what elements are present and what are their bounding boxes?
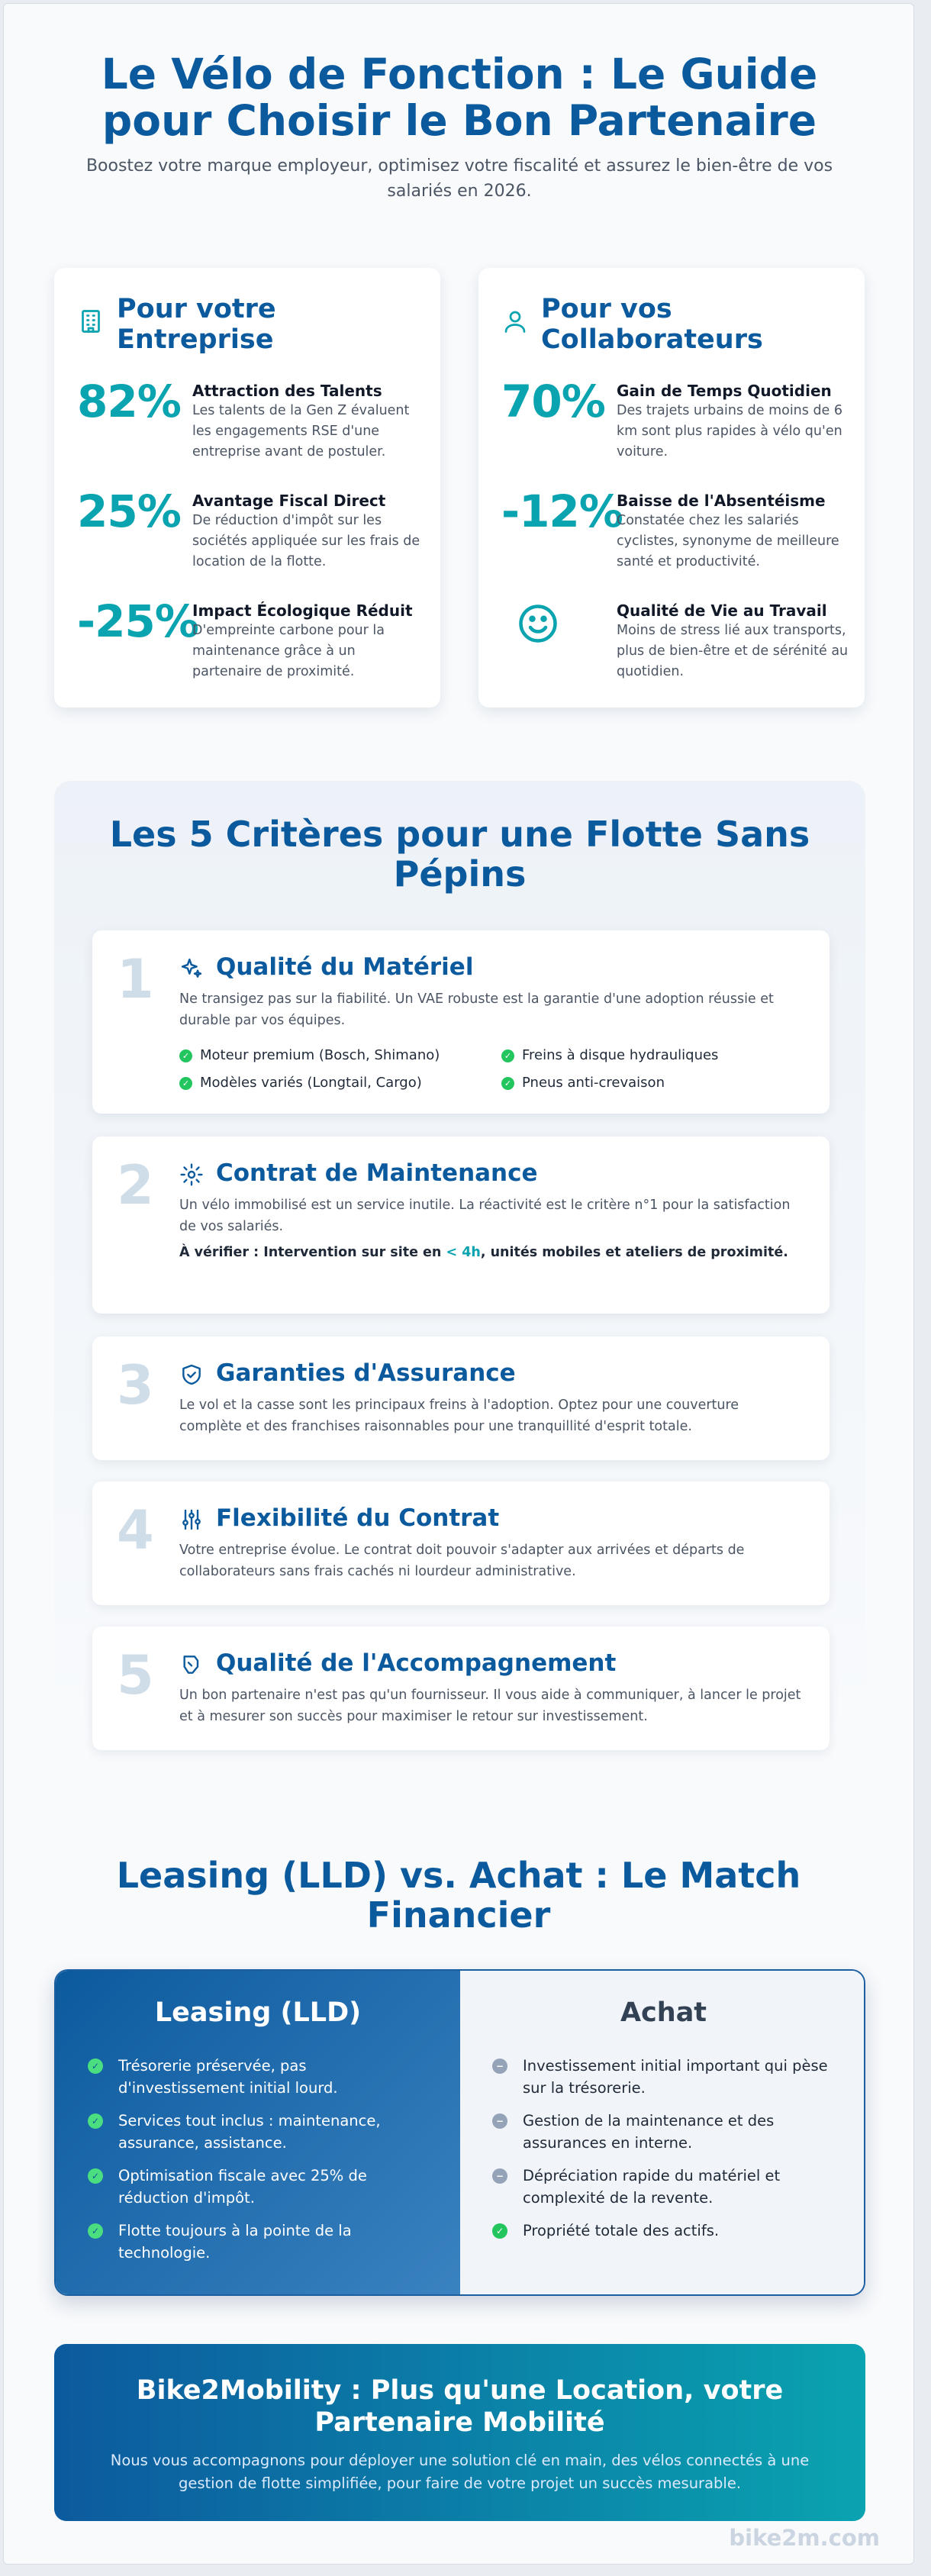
hero	[4, 51, 915, 204]
achat-title: Achat	[620, 1997, 707, 2028]
leasing-item: ✓ Optimisation fiscale avec 25% de réduction d'impôt.	[88, 2165, 424, 2209]
stat-quality-life	[501, 601, 852, 700]
stat-text: Des trajets urbains de moins de 6 km sont plus rapides à vélo qu'en voiture.	[617, 403, 843, 459]
criterion-card-5	[92, 1627, 830, 1750]
cta-title: Bike2Mobility : Plus qu'une Location, votre Partenaire Mobilité	[136, 2375, 784, 2438]
criterion-text: Le vol et la casse sont les principaux freins à l'adoption. Optez pour une couverture complète et des franchises raisonnables pour une tranquillité d'esprit totale.	[179, 1398, 739, 1434]
stat-value: 25%	[77, 485, 181, 537]
verification-note: À vérifier : Intervention sur site en < 4h, unités mobiles et ateliers de proximité.	[179, 1245, 788, 1260]
minus-icon: −	[492, 2113, 507, 2129]
stat-value: 70%	[501, 376, 605, 427]
page-subtitle: Boostez votre marque employeur, optimisez votre fiscalité et assurez le bien-être de vos salariés en 2026.	[85, 156, 833, 201]
minus-icon: −	[492, 2168, 507, 2184]
criterion-number: 5	[117, 1644, 154, 1707]
cta-banner	[54, 2344, 865, 2521]
achat-item: − Gestion de la maintenance et des assurances en interne.	[492, 2110, 828, 2154]
criterion-title: Qualité de l'Accompagnement	[216, 1649, 617, 1677]
achat-item: − Dépréciation rapide du matériel et complexité de la revente.	[492, 2165, 828, 2209]
criterion-card-2	[92, 1136, 830, 1314]
stat-value: -12%	[501, 485, 623, 537]
criterion-text: Un vélo immobilisé est un service inutile. La réactivité est le critère n°1 pour la satisfaction de vos salariés.	[179, 1198, 791, 1234]
criterion-text: Votre entreprise évolue. Le contrat doit pouvoir s'adapter aux arrivées et départs de collaborateurs sans frais cachés ni lourdeur administrative.	[179, 1543, 745, 1579]
company-card	[54, 268, 440, 708]
building-icon	[77, 308, 105, 335]
stat-tax	[77, 485, 428, 590]
match-title: Leasing (LLD) vs. Achat : Le Match Financier	[116, 1855, 801, 1936]
minus-icon: −	[492, 2059, 507, 2074]
stat-title: Baisse de l'Absentéisme	[617, 492, 826, 510]
criterion-number: 4	[117, 1499, 154, 1562]
feature-item: ✓ Pneus anti-crevaison	[501, 1074, 665, 1092]
criterion-card-3	[92, 1336, 830, 1460]
check-icon: ✓	[501, 1077, 514, 1090]
stat-title: Qualité de Vie au Travail	[617, 601, 827, 620]
stat-time	[501, 376, 852, 480]
criteria-section	[54, 781, 865, 1743]
check-icon: ✓	[88, 2113, 103, 2129]
cta-text: Nous vous accompagnons pour déployer une solution clé en main, des vélos connectés à une gestion de flotte simplifiée, pour faire de votre projet un succès mesurable.	[110, 2452, 810, 2492]
stat-absenteeism	[501, 485, 852, 590]
criterion-card-1	[92, 930, 830, 1114]
achat-column	[460, 1971, 865, 2294]
leasing-item: ✓ Trésorerie préservée, pas d'investissement initial lourd.	[88, 2055, 424, 2099]
check-icon: ✓	[88, 2168, 103, 2184]
stat-text: Moins de stress lié aux transports, plus de bien-être et de sérénité au quotidien.	[617, 623, 849, 679]
criterion-number: 2	[117, 1154, 154, 1217]
stat-title: Impact Écologique Réduit	[192, 601, 413, 620]
criteria-title: Les 5 Critères pour une Flotte Sans Pépins	[109, 814, 810, 895]
stat-attraction	[77, 376, 428, 480]
stat-title: Attraction des Talents	[192, 382, 382, 400]
criterion-text: Ne transigez pas sur la fiabilité. Un VAE robuste est la garantie d'une adoption réussie et durable par vos équipes.	[179, 991, 774, 1028]
leasing-column	[56, 1971, 460, 2294]
criterion-card-4	[92, 1481, 830, 1605]
stat-ecology	[77, 595, 428, 700]
criterion-title: Garanties d'Assurance	[216, 1359, 516, 1387]
footer-domain: bike2m.com	[729, 2525, 880, 2551]
check-icon: ✓	[88, 2059, 103, 2074]
shield-check-icon	[179, 1362, 204, 1387]
criterion-text: Un bon partenaire n'est pas qu'un fournisseur. Il vous aide à communiquer, à lancer le projet et à mesurer son succès pour maximiser le retour sur investissement.	[179, 1688, 801, 1724]
stat-title: Gain de Temps Quotidien	[617, 382, 832, 400]
check-icon: ✓	[501, 1049, 514, 1062]
company-card-title: Pour votre Entreprise	[117, 294, 276, 355]
leasing-item: ✓ Flotte toujours à la pointe de la technologie.	[88, 2220, 424, 2264]
smile-icon	[515, 601, 561, 646]
check-icon: ✓	[179, 1077, 192, 1090]
employees-card	[478, 268, 865, 708]
gear-icon	[179, 1162, 204, 1187]
stat-text: D'empreinte carbone pour la maintenance grâce à un partenaire de proximité.	[192, 623, 385, 679]
user-icon	[501, 308, 529, 335]
comparison-table	[54, 1969, 865, 2296]
leasing-title: Leasing (LLD)	[154, 1997, 362, 2028]
criterion-title: Qualité du Matériel	[216, 953, 474, 981]
employees-card-title: Pour vos Collaborateurs	[541, 294, 763, 355]
feature-item: ✓ Freins à disque hydrauliques	[501, 1046, 718, 1065]
check-icon: ✓	[88, 2223, 103, 2239]
feature-item: ✓ Moteur premium (Bosch, Shimano)	[179, 1046, 440, 1065]
criterion-number: 3	[117, 1354, 154, 1417]
leasing-item: ✓ Services tout inclus : maintenance, assurance, assistance.	[88, 2110, 424, 2154]
verification-highlight: < 4h	[446, 1245, 481, 1260]
criterion-number: 1	[117, 948, 154, 1011]
page-title: Le Vélo de Fonction : Le Guide pour Choisir le Bon Partenaire	[101, 50, 818, 145]
stat-value: -25%	[77, 595, 198, 647]
stat-text: Constatée chez les salariés cyclistes, synonyme de meilleure santé et productivité.	[617, 513, 839, 569]
handshake-icon	[179, 1652, 204, 1677]
stat-text: Les talents de la Gen Z évaluent les engagements RSE d'une entreprise avant de postuler.	[192, 403, 410, 459]
achat-item: ✓ Propriété totale des actifs.	[492, 2220, 828, 2242]
sparkle-icon	[179, 956, 204, 981]
check-icon: ✓	[179, 1049, 192, 1062]
criterion-title: Flexibilité du Contrat	[216, 1504, 500, 1532]
stat-value: 82%	[77, 376, 181, 427]
criterion-title: Contrat de Maintenance	[216, 1159, 538, 1187]
infographic-page	[3, 3, 914, 2565]
stat-text: De réduction d'impôt sur les sociétés appliquée sur les frais de location de la flotte.	[192, 513, 420, 569]
sliders-icon	[179, 1507, 204, 1532]
feature-item: ✓ Modèles variés (Longtail, Cargo)	[179, 1074, 422, 1092]
achat-item: − Investissement initial important qui pèse sur la trésorerie.	[492, 2055, 828, 2099]
check-icon: ✓	[492, 2223, 507, 2239]
stat-title: Avantage Fiscal Direct	[192, 492, 386, 510]
